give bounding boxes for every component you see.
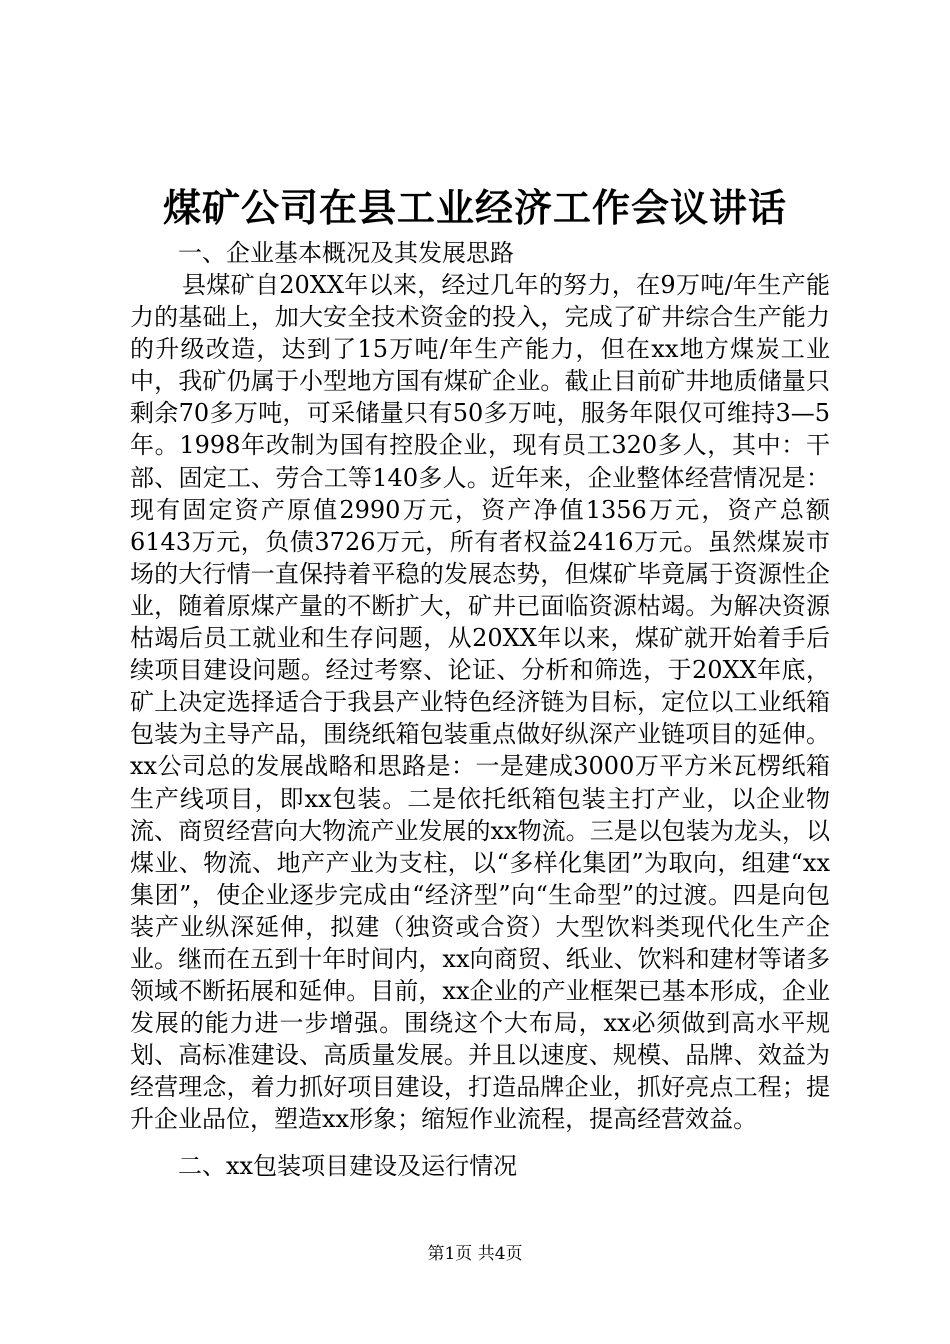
section-heading-2: 二、xx包装项目建设及运行情况 <box>178 1152 518 1180</box>
section-heading-1: 一、企业基本概况及其发展思路 <box>178 239 514 267</box>
body-paragraph-1: 县煤矿自20XX年以来，经过几年的努力，在9万吨/年生产能力的基础上，加大安全技术资金的投入，完成了矿井综合生产能力的升级改造，达到了15万吨/年生产能力，但在xx地方煤炭工业中，我矿仍属于小型地方国有煤矿企业。截止目前矿井地质储量只剩余70多万吨，可采储量只有50多万吨，服务年限仅可维持3—5年。1998年改制为国有控股企业，现有员工320多人，其中：干部、固定工、劳合工等140多人。近年来，企业整体经营情况是：现有固定资产原值2990万元，资产净值1356万元，资产总额6143万元，负债3726万元，所有者权益2416万元。虽然煤炭市场的大行情一直保持着平稳的发展态势，但煤矿毕竟属于资源性企业，随着原煤产量的不断扩大，矿井已面临资源枯竭。为解决资源枯竭后员工就业和生存问题，从20XX年以来，煤矿就开始着手后续项目建设问题。经过考察、论证、分析和筛选，于20XX年底，矿上决定选择适合于我县产业特色经济链为目标，定位以工业纸箱包装为主导产品，围绕纸箱包装重点做好纵深产业链项目的延伸。xx公司总的发展战略和思路是：一是建成3000万平方米瓦楞纸箱生产线项目，即xx包装。二是依托纸箱包装主打产业，以企业物流、商贸经营向大物流产业发展的xx物流。三是以包装为龙头，以煤业、物流、地产产业为支柱，以“多样化集团”为取向，组建“xx集团”，使企业逐步完成由“经济型”向“生命型”的过渡。四是向包装产业纵深延伸，拟建（独资或合资）大型饮料类现代化生产企业。继而在五到十年时间内，xx向商贸、纸业、饮料和建材等诸多领域不断拓展和延伸。目前，xx企业的产业框架已基本形成，企业发展的能力进一步增强。围绕这个大布局，xx必须做到高水平规划、高标准建设、高质量发展。并且以速度、规模、品牌、效益为经营理念，着力抓好项目建设，打造品牌企业，抓好亮点工程；提升企业品位，塑造xx形象；缩短作业流程，提高经营效益。 <box>130 271 830 1134</box>
page-footer: 第1页 共4页 <box>427 1244 523 1264</box>
document-title: 煤矿公司在县工业经济工作会议讲话 <box>162 185 787 230</box>
